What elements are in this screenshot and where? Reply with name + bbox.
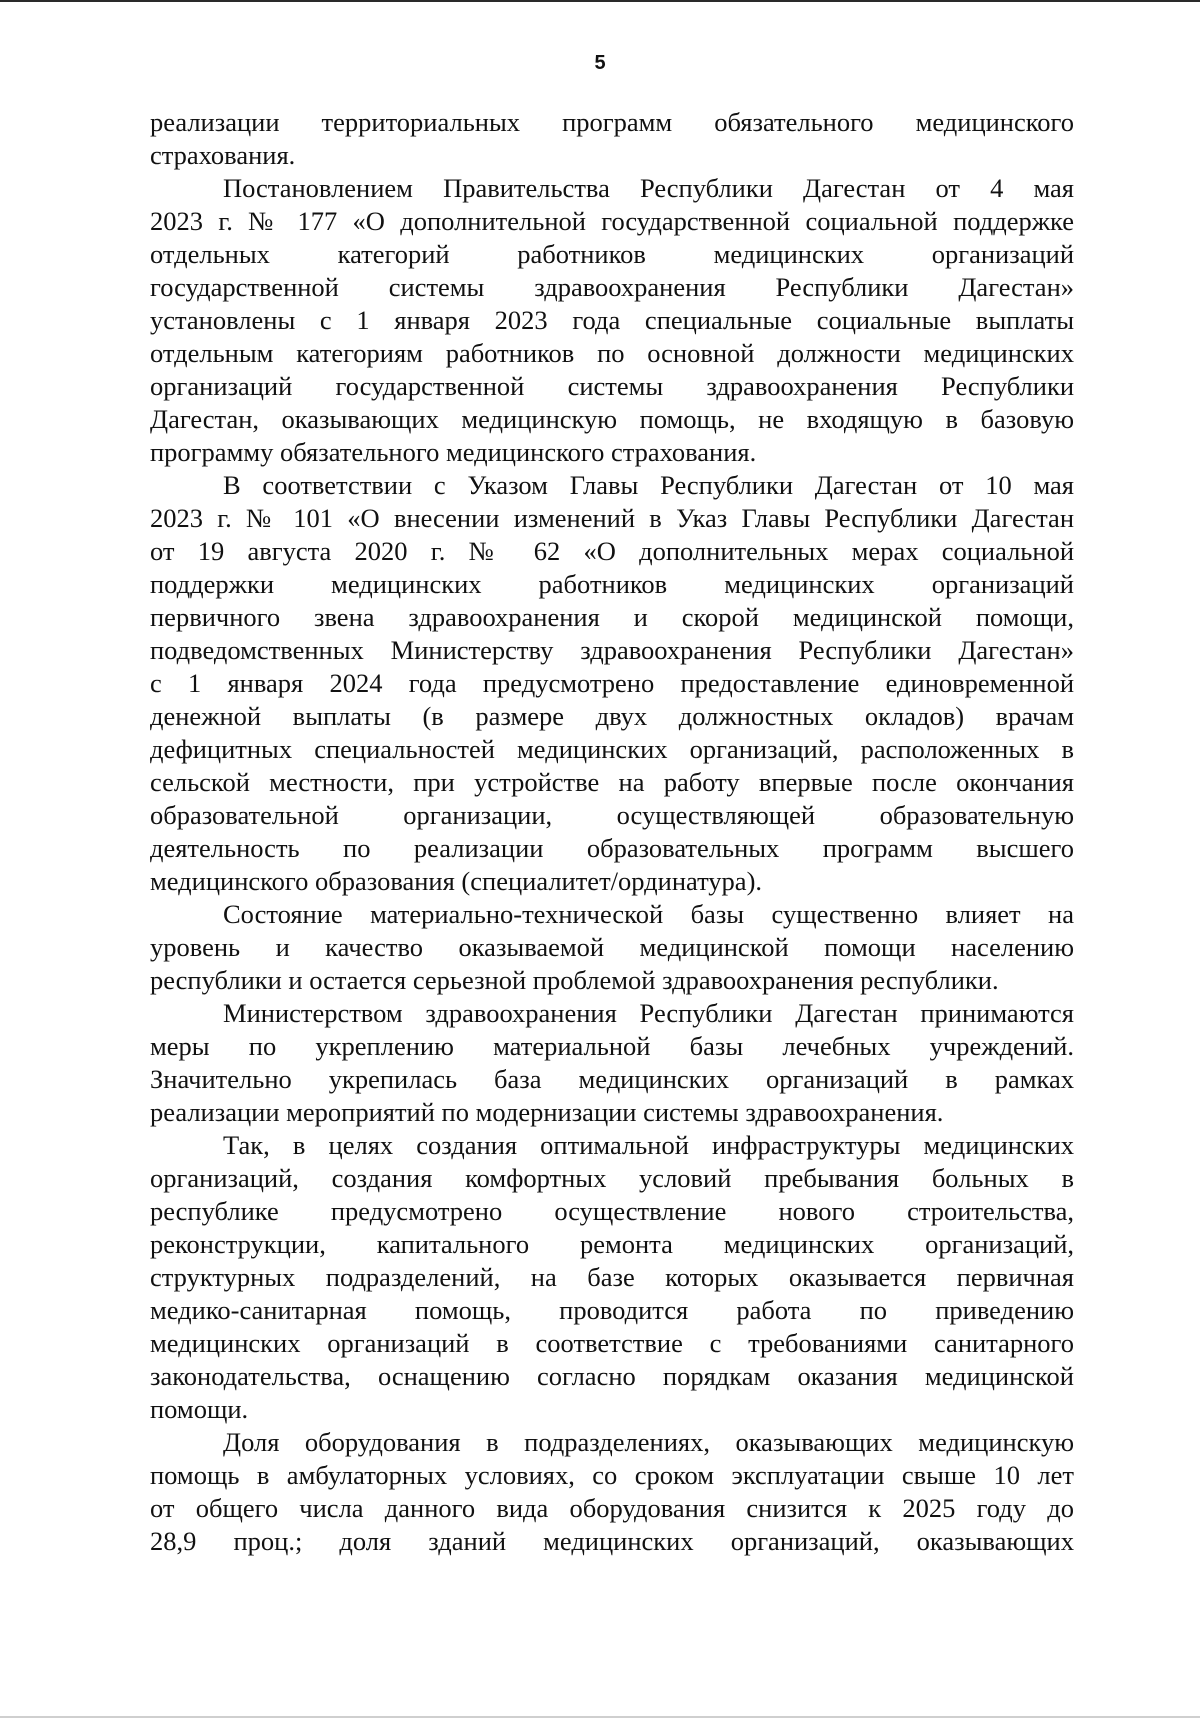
text-line: сельской местности, при устройстве на работу впервые после окончания (150, 767, 1074, 797)
text-line: организаций государственной системы здравоохранения Республики (150, 371, 1074, 401)
text-line: подведомственных Министерству здравоохранения Республики Дагестан» (150, 635, 1074, 665)
text-line: 2023 г. № 177 «О дополнительной государственной социальной поддержке (150, 206, 1074, 236)
paragraph-continuation (150, 106, 1074, 172)
text-line: образовательной организации, осуществляющей образовательную (150, 800, 1074, 830)
text-line: В соответствии с Указом Главы Республики Дагестан от 10 мая (223, 470, 1074, 500)
text-line: установлены с 1 января 2023 года специальные социальные выплаты (150, 305, 1074, 335)
text-line: денежной выплаты (в размере двух должностных окладов) врачам (150, 701, 1074, 731)
text-line: отдельным категориям работников по основной должности медицинских (150, 338, 1074, 368)
text-line: первичного звена здравоохранения и скорой медицинской помощи, (150, 602, 1074, 632)
text-line: от общего числа данного вида оборудования снизится к 2025 году до (150, 1493, 1074, 1523)
text-line: дефицитных специальностей медицинских организаций, расположенных в (150, 734, 1074, 764)
paragraph (150, 469, 1074, 898)
text-line: помощь в амбулаторных условиях, со сроком эксплуатации свыше 10 лет (150, 1460, 1074, 1490)
text-line: медицинского образования (специалитет/ординатура). (150, 866, 763, 896)
text-line: Доля оборудования в подразделениях, оказывающих медицинскую (223, 1427, 1074, 1457)
text-line: реализации территориальных программ обязательного медицинского (150, 107, 1074, 137)
text-line: законодательства, оснащению согласно порядкам оказания медицинской (150, 1361, 1074, 1391)
paragraph (150, 997, 1074, 1129)
text-line: Постановлением Правительства Республики Дагестан от 4 мая (223, 173, 1074, 203)
text-line: с 1 января 2024 года предусмотрено предоставление единовременной (150, 668, 1074, 698)
text-line: медицинских организаций в соответствие с требованиями санитарного (150, 1328, 1074, 1358)
paragraph (150, 1426, 1074, 1558)
text-line: страхования. (150, 140, 296, 170)
body-text (150, 106, 1074, 1558)
paragraph (150, 172, 1074, 469)
text-line: поддержки медицинских работников медицинских организаций (150, 569, 1074, 599)
text-line: программу обязательного медицинского страхования. (150, 437, 757, 467)
text-line: Состояние материально-технической базы существенно влияет на (223, 899, 1074, 929)
paragraph (150, 1129, 1074, 1426)
paragraph (150, 898, 1074, 997)
text-line: помощи. (150, 1394, 249, 1424)
scan-top-edge (0, 0, 1200, 2)
text-line: 2023 г. № 101 «О внесении изменений в Указ Главы Республики Дагестан (150, 503, 1074, 533)
text-line: уровень и качество оказываемой медицинской помощи населению (150, 932, 1074, 962)
text-line: Министерством здравоохранения Республики Дагестан принимаются (223, 998, 1074, 1028)
text-line: от 19 августа 2020 г. № 62 «О дополнительных мерах социальной (150, 536, 1074, 566)
text-line: Значительно укрепилась база медицинских организаций в рамках (150, 1064, 1074, 1094)
text-line: республики и остается серьезной проблемой здравоохранения республики. (150, 965, 999, 995)
text-line: республике предусмотрено осуществление нового строительства, (150, 1196, 1074, 1226)
text-line: меры по укреплению материальной базы лечебных учреждений. (150, 1031, 1074, 1061)
text-line: деятельность по реализации образовательных программ высшего (150, 833, 1074, 863)
page-number: 5 (594, 52, 606, 74)
text-line: 28,9 проц.; доля зданий медицинских организаций, оказывающих (150, 1526, 1074, 1556)
text-line: Так, в целях создания оптимальной инфраструктуры медицинских (223, 1130, 1074, 1160)
text-line: медико-санитарная помощь, проводится работа по приведению (150, 1295, 1074, 1325)
text-line: государственной системы здравоохранения Республики Дагестан» (150, 272, 1074, 302)
text-line: Дагестан, оказывающих медицинскую помощь, не входящую в базовую (150, 404, 1074, 434)
text-line: отдельных категорий работников медицинских организаций (150, 239, 1074, 269)
text-line: реконструкции, капитального ремонта медицинских организаций, (150, 1229, 1074, 1259)
text-line: структурных подразделений, на базе которых оказывается первичная (150, 1262, 1074, 1292)
text-line: организаций, создания комфортных условий пребывания больных в (150, 1163, 1074, 1193)
text-line: реализации мероприятий по модернизации системы здравоохранения. (150, 1097, 944, 1127)
